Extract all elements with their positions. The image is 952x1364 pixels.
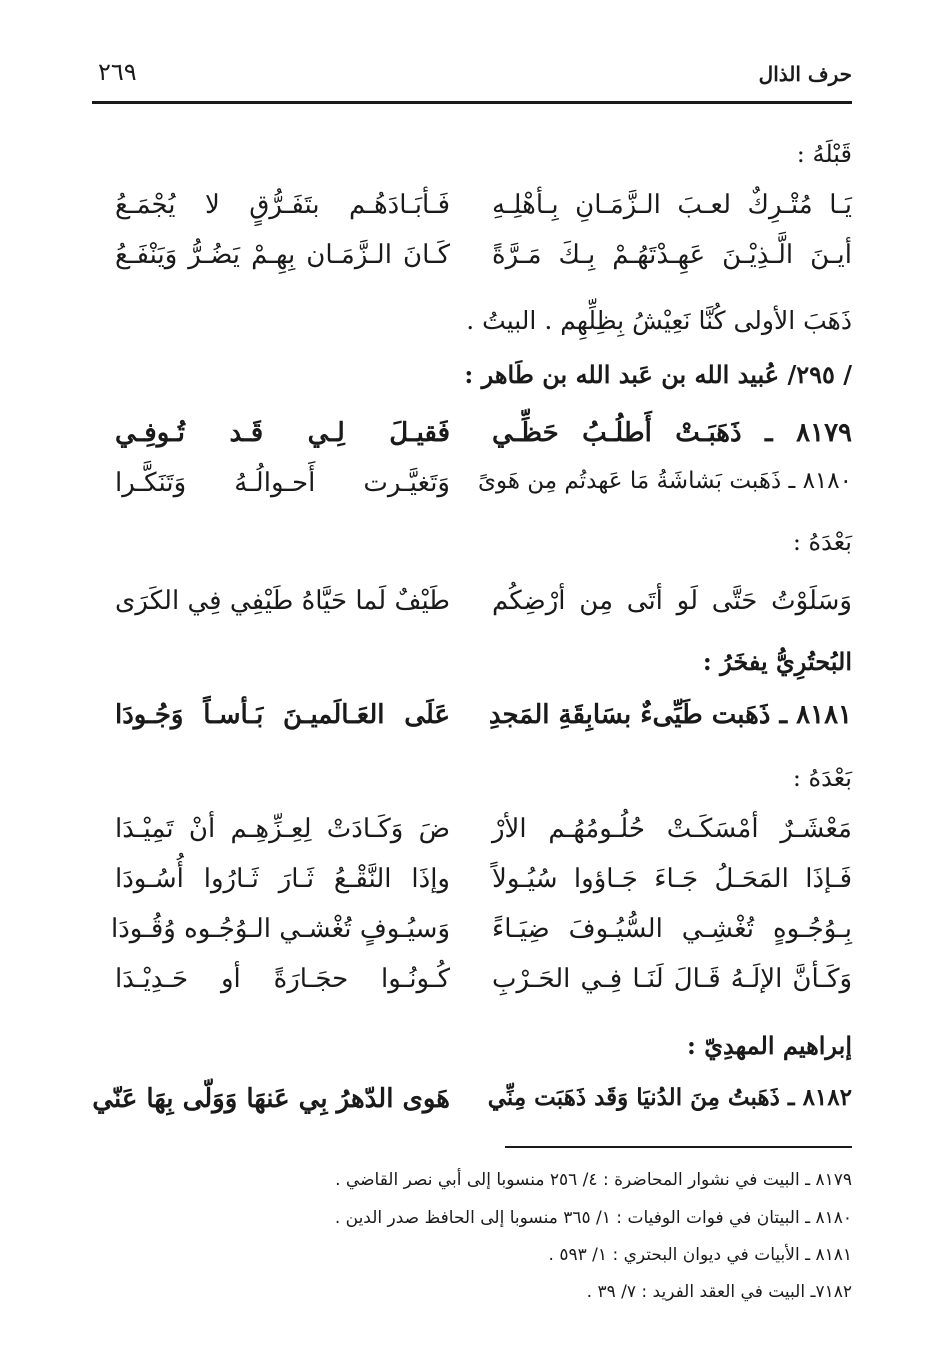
verse-8179-hemistich-1: ٨١٧٩ ـ ذَهَبَـتْ أَطلُـبُ حَظِّـي <box>492 418 852 448</box>
line-qablahu: قَبْلَهُ : <box>796 140 852 168</box>
verse-hemistich-1: فَـإذَا المَحَـلُ جَـاءَ جَـاؤوا سُيُـولاً <box>492 864 852 894</box>
verse-8180-hemistich-1: ٨١٨٠ ـ ذَهَبت بَشاشَةُ مَا عَهدتُم مِن هَوىً <box>477 468 852 494</box>
verse-hemistich-1: مَعْشَـرٌ أمْسَكَـتْ حُلُـومُهُـم الأرْ <box>492 814 852 844</box>
page-header-title: حرف الذال <box>758 62 852 86</box>
footnote-8180: ٨١٨٠ ـ البيتان في فوات الوفيات : ١/ ٣٦٥ منسوبا إلى الحافظ صدر الدين . <box>334 1208 852 1228</box>
verse-hemistich-1: وَكَـأنَّ الإلَـهُ قَـالَ لَنَـا فِـي الحَـرْبِ <box>492 964 852 994</box>
verse-hemistich-1: بِـوُجُـوهٍ تُغْشِـي السُّيُـوفَ ضِيَـاءً <box>492 914 852 944</box>
header-rule <box>92 101 852 104</box>
verse-hemistich-2: كُـونُـوا حجَـارَةً أو حَـدِيْـدَا <box>115 964 450 994</box>
verse-8179-hemistich-2: فَقيـلَ لِـي قَـد تُـوفِـي <box>115 418 450 448</box>
line-badahu: بَعْدَهُ : <box>792 764 852 792</box>
prose-line: ذَهَبَ الأولى كُنَّا نَعِيْشُ بِظِلِّهِم . البيتُ . <box>466 306 852 335</box>
verse-hemistich-2: ضَ وَكَـادَتْ لِعِـزِّهِـم أنْ تَمِيْـدَا <box>115 814 450 844</box>
verse-8182-hemistich-2: هَوى الدّهرُ بِي عَنهَا وَوَلّى بِهَا عَنّي <box>92 1084 450 1114</box>
verse-8181-hemistich-1: ٨١٨١ ـ ذَهَبت طَيِّىءٌ بسَابِقَةِ المَجدِ <box>488 700 852 730</box>
verse-8182-hemistich-1: ٨١٨٢ ـ ذَهَبتُ مِنَ الدُنيَا وَقَد ذَهَبَت مِنِّي <box>487 1084 852 1111</box>
verse-hemistich-2: طَيْفٌ لَما حَيَّاهُ طَيْفِي فِي الكَرَى <box>115 586 450 616</box>
line-badahu: بَعْدَهُ : <box>792 528 852 556</box>
verse-hemistich-1: أيـنَ الَّـذِيْـنَ عَهِـدْتَهُـمْ بِـكَ مَـرَّةً <box>492 240 852 270</box>
verse-hemistich-1: يَـا مُتْـرِكٌ لعـبَ الـزَّمَـانِ بِـأهْلِـهِ <box>492 190 852 220</box>
verse-hemistich-1: وَسَلَوْتُ حَتَّى لَو أتَى مِن أرْضِكُم <box>492 586 852 616</box>
poet-heading: البُحتُرِيُّ يفخَرُ : <box>702 647 852 676</box>
poet-heading: إبراهيم المهدِيّ : <box>687 1031 852 1060</box>
page-number: ٢٦٩ <box>98 58 137 86</box>
verse-hemistich-2: وَسيُـوفٍ تُغْشـي الـوُجُـوه وُقُـودَا <box>110 914 450 944</box>
footnote-8179: ٨١٧٩ ـ البيت في نشوار المحاضرة : ٤/ ٢٥٦ منسوبا إلى أبي نصر القاضي . <box>335 1170 852 1190</box>
verse-8181-hemistich-2: عَلَى العَـالَميـنَ بَـأسـاً وَجُـودَا <box>115 700 450 730</box>
footnote-rule <box>505 1146 852 1148</box>
footnote-8182: ٧١٨٢ـ البيت في العقد الفريد : ٧/ ٣٩ . <box>586 1282 852 1302</box>
verse-hemistich-2: وإذَا النَّقْـعُ ثَـارَ ثَـارُوا أُسُـودَا <box>115 864 450 894</box>
footnote-8181: ٨١٨١ ـ الأبيات في ديوان البحتري : ١/ ٥٩٣ . <box>548 1245 852 1265</box>
poet-heading: / ٢٩٥/ عُبيد الله بن عَبد الله بن طَاهر : <box>464 360 852 389</box>
verse-hemistich-2: فَـأبَـادَهُـم بتَفَـرُّقٍ لا يُجْمَـعُ <box>115 190 450 220</box>
verse-8180-hemistich-2: وَتَغيَّـرت أَحـوالُـهُ وَتَنَكَّـرا <box>115 468 450 498</box>
verse-hemistich-2: كَـانَ الـزَّمَـان بِهِـمْ يَضُـرُّ وَيَنْفَـعُ <box>115 240 450 270</box>
